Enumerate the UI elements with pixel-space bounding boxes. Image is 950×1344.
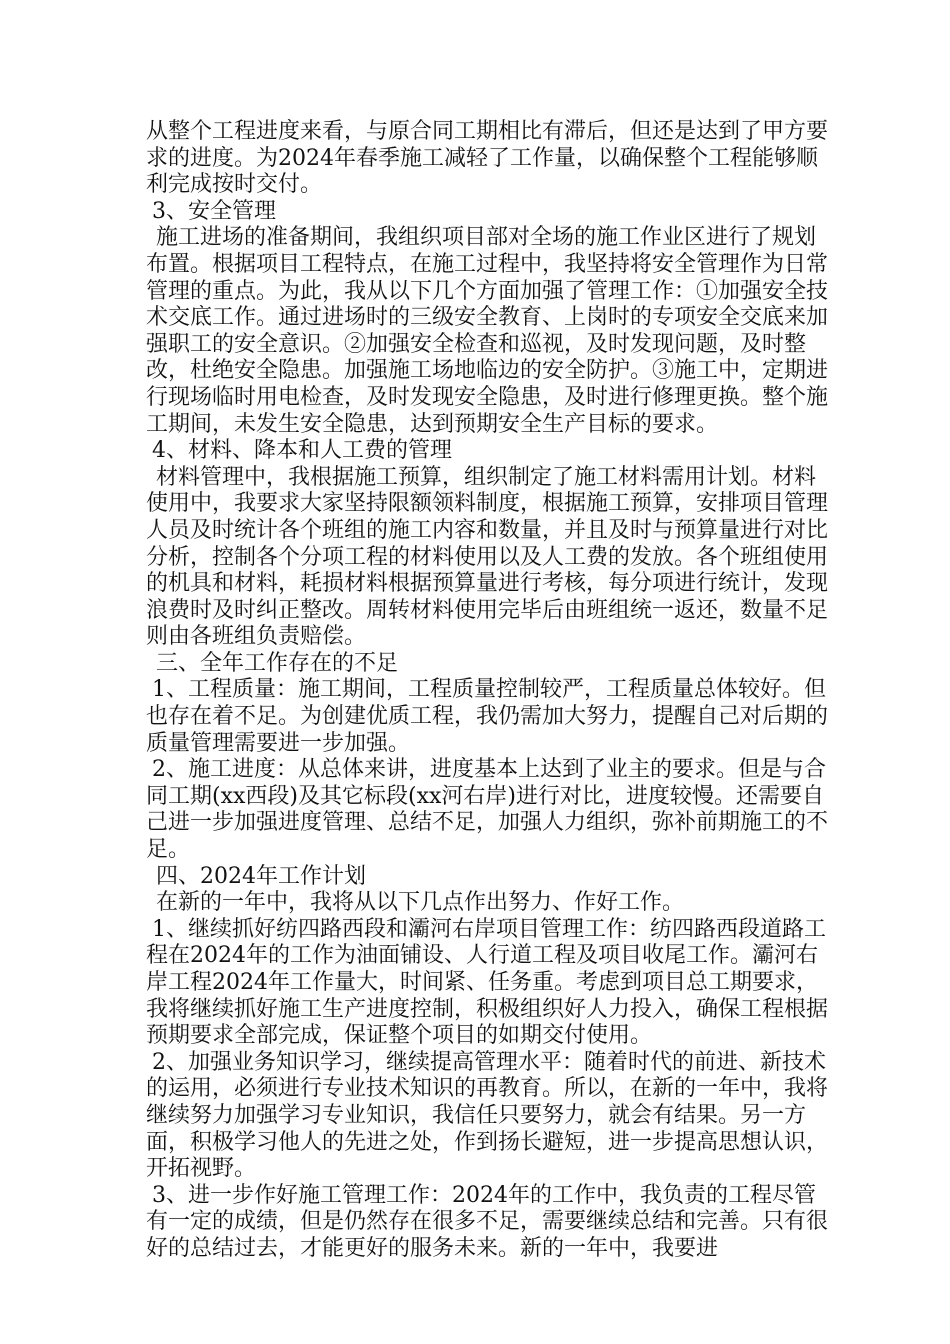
paragraph-plan-item-3: 3、进一步作好施工管理工作：2024年的工作中，我负责的工程尽管有一定的成绩，但是仍然存在很多不足，需要继续总结和完善。只有很好的总结过去，才能更好的服务未来。新的一年中，我要进 [146, 1182, 829, 1261]
paragraph-materials-costs: 材料管理中，我根据施工预算，组织制定了施工材料需用计划。材料使用中，我要求大家坚持限额领料制度，根据施工预算，安排项目管理人员及时统计各个班组的施工内容和数量，并且及时与预算量进行对比分析，控制各个分项工程的材料使用以及人工费的发放。各个班组使用的机具和材料，耗损材料根据预算量进行考核，每分项进行统计，发现浪费时及时纠正整改。周转材料使用完毕后由班组统一返还，数量不足则由各班组负责赔偿。 [146, 464, 829, 650]
paragraph-quality-shortcoming: 1、工程质量：施工期间，工程质量控制较严，工程质量总体较好。但也存在着不足。为创建优质工程，我仍需加大努力，提醒自己对后期的质量管理需要进一步加强。 [146, 677, 829, 756]
paragraph-plan-item-1: 1、继续抓好纺四路西段和灞河右岸项目管理工作：纺四路西段道路工程在2024年的工作为油面铺设、人行道工程及项目收尾工作。灞河右岸工程2024年工作量大，时间紧、任务重。考虑到项目总工期要求，我将继续抓好施工生产进度控制，积极组织好人力投入，确保工程根据预期要求全部完成，保证整个项目的如期交付使用。 [146, 916, 829, 1049]
paragraph-plan-item-2: 2、加强业务知识学习，继续提高管理水平：随着时代的前进、新技术的运用，必须进行专业技术知识的再教育。所以，在新的一年中，我将继续努力加强学习专业知识，我信任只要努力，就会有结果。另一方面，积极学习他人的先进之处，作到扬长避短，进一步提高思想认识，开拓视野。 [146, 1049, 829, 1182]
heading-safety-management: 3、安全管理 [152, 198, 276, 224]
paragraph-progress-summary: 从整个工程进度来看，与原合同工期相比有滞后，但还是达到了甲方要求的进度。为2024年春季施工减轻了工作量，以确保整个工程能够顺利完成按时交付。 [146, 119, 829, 198]
paragraph-plan-intro: 在新的一年中，我将从以下几点作出努力、作好工作。 [156, 890, 685, 916]
heading-work-plan: 四、2024年工作计划 [156, 863, 366, 889]
heading-shortcomings: 三、全年工作存在的不足 [156, 650, 399, 676]
paragraph-progress-shortcoming: 2、施工进度：从总体来讲，进度基本上达到了业主的要求。但是与合同工期(xx西段)及其它标段(xx河右岸)进行对比，进度较慢。还需要自己进一步加强进度管理、总结不足，加强人力组织，弥补前期施工的不足。 [146, 757, 829, 863]
document-body [146, 119, 836, 1263]
paragraph-safety-management: 施工进场的准备期间，我组织项目部对全场的施工作业区进行了规划布置。根据项目工程特点，在施工过程中，我坚持将安全管理作为日常管理的重点。为此，我从以下几个方面加强了管理工作：①加强安全技术交底工作。通过进场时的三级安全教育、上岗时的专项安全交底来加强职工的安全意识。②加强安全检查和巡视，及时发现问题，及时整改，杜绝安全隐患。加强施工场地临边的安全防护。③施工中，定期进行现场临时用电检查，及时发现安全隐患，及时进行修理更换。整个施工期间，未发生安全隐患，达到预期安全生产目标的要求。 [146, 225, 829, 437]
heading-materials-costs: 4、材料、降本和人工费的管理 [152, 438, 452, 464]
